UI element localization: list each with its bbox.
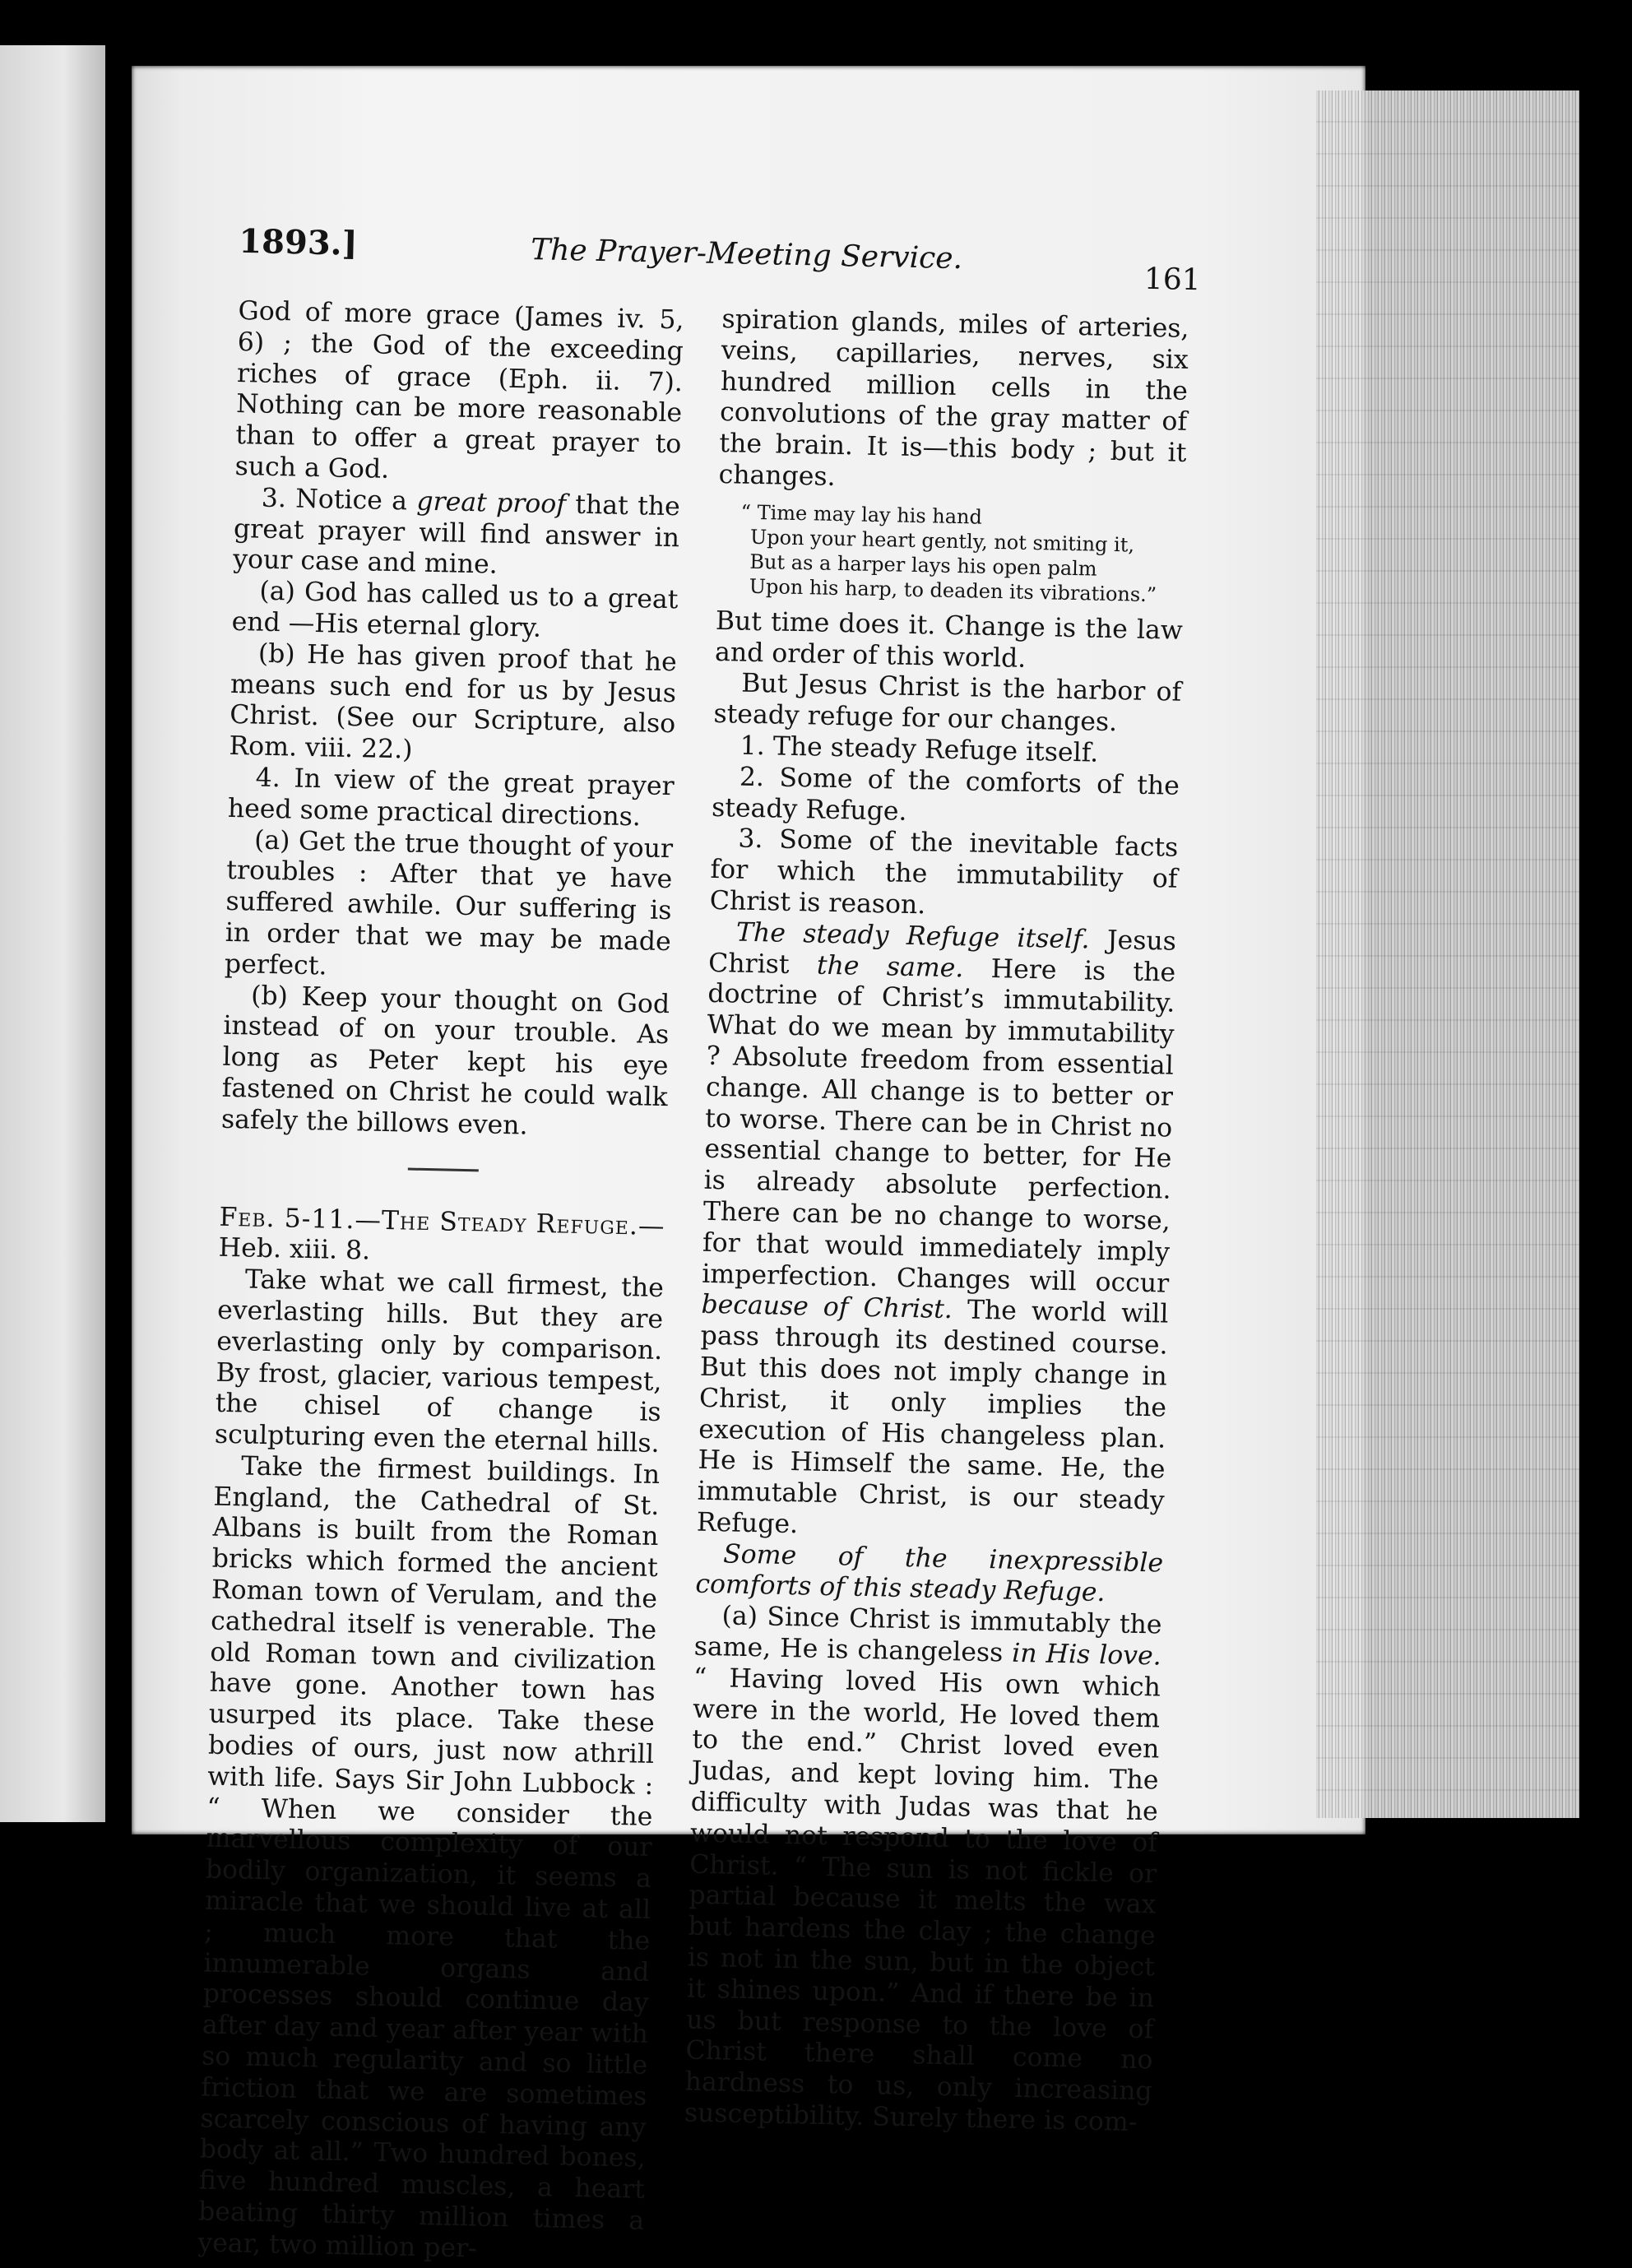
paragraph: 3. Notice a great proof that the great prayer will find answer in your case and mine. xyxy=(232,483,681,581)
paragraph: (b) He has given proof that he means such end for us by Jesus Christ. (See our Scripture, also Rom. viii. 22.) xyxy=(229,638,678,765)
list-item: 1. The steady Refuge itself. xyxy=(740,730,1099,768)
left-column xyxy=(197,296,684,2268)
poem-line: “ Time may lay his hand xyxy=(740,500,983,529)
right-column xyxy=(684,304,1189,2139)
subheading: Some of the inexpressible comforts of this steady Refuge. xyxy=(695,1539,1164,1608)
poem-line: Upon his harp, to deaden its vibrations.” xyxy=(749,574,1157,606)
poem-line: But as a harper lays his open palm xyxy=(749,550,1097,581)
section-heading: Feb. 5-11.—The Steady Refuge.— Heb. xiii. 8. xyxy=(218,1202,665,1266)
paragraph: (a) Since Christ is immutably the same, He is changeless in His love. “ Having loved His own which were in the world, He loved them to the end.” Christ loved even Judas, and kept loving him. The difficulty with Judas was that he would not respond to the love of Christ. “ The sun is not fickle or partial because it melts the wax but hardens the clay ; the change is not in the sun, but in the object it shines upon.” And if there be in us but response to the love of Christ there shall come no hardness to us, only increasing susceptibility. Surely there is com- xyxy=(684,1601,1162,2138)
paragraph: Take what we call firmest, the everlasting hills. But they are everlasting only by comparison. By frost, glacier, various tempest, the chisel of change is sculpturing even the eternal hills. xyxy=(214,1264,665,1459)
page-number: 161 xyxy=(1143,262,1202,298)
poem-line: Upon your heart gently, not smiting it, xyxy=(749,525,1135,557)
paragraph: But time does it. Change is the law and order of this world. xyxy=(714,605,1184,674)
list-item: 3. Some of the inevitable facts for which the immutability of Christ is reason. xyxy=(709,823,1179,921)
facing-page-edge xyxy=(0,45,105,1822)
paragraph: Take the firmest buildings. In England, the Cathedral of St. Albans is built from the Roman bricks which formed the ancient Roman town of Verulam, and the cathedral itself is venerable. The old Roman town and civilization have gone. Another town has usurped its place. Take these bodies of ours, just now athrill with life. Says Sir John Lubbock : “ When we consider the marvellous complexity of our bodily organization, it seems a miracle that we should live at all ; much more that the innumerable organs and processes should continue day after day and year after year with so much regularity and so little friction that we are sometimes scarcely conscious of having any body at all.” Two hundred bones, five hundred muscles, a heart beating thirty million times a year, two million per- xyxy=(197,1451,661,2264)
paragraph: (a) Get the true thought of your troubles : After that ye have suffered awhile. Our suffering is in order that we may be made perfect. xyxy=(224,825,674,981)
page-edges-stack xyxy=(1316,90,1579,1818)
paragraph: The steady Refuge itself. Jesus Christ the same. Here is the doctrine of Christ’s immutability. What do we mean by immutability ? Absolute freedom from essential change. All change is to better or to worse. There can be in Christ no essential change to better, for He is already absolute perfection. There can be no change to worse, for that would immediately imply imperfection. Changes will occur because of Christ. The world will pass through its destined course. But this does not imply change in Christ, it only implies the execution of His changeless plan. He is Himself the same. He, the immutable Christ, is our steady Refuge. xyxy=(696,917,1177,1540)
header-title: The Prayer-Meeting Service. xyxy=(530,233,963,276)
header-year: 1893.] xyxy=(238,221,359,263)
section-divider xyxy=(408,1167,479,1171)
poem-quote xyxy=(740,499,1185,607)
paragraph: (b) Keep your thought on God instead of on your trouble. As long as Peter kept his eye fastened on Christ he could walk safely the billows even. xyxy=(220,981,670,1141)
paragraph: But Jesus Christ is the harbor of steady refuge for our changes. xyxy=(713,668,1182,738)
paragraph: spiration glands, miles of arteries, veins, capillaries, nerves, six hundred million cells in the convolutions of the gray matter of the brain. It is—this body ; but it changes. xyxy=(718,304,1189,492)
list-item: 2. Some of the comforts of the steady Refuge. xyxy=(711,762,1180,827)
paragraph: 4. In view of the great prayer heed some practical directions. xyxy=(227,763,675,833)
paragraph: God of more grace (James iv. 5, 6) ; the God of the exceeding riches of grace (Eph. ii. 7). Nothing can be more reasonable than to offer a great prayer to such a God. xyxy=(234,296,684,485)
paragraph: (a) God has called us to a great end —His eternal glory. xyxy=(231,576,679,643)
